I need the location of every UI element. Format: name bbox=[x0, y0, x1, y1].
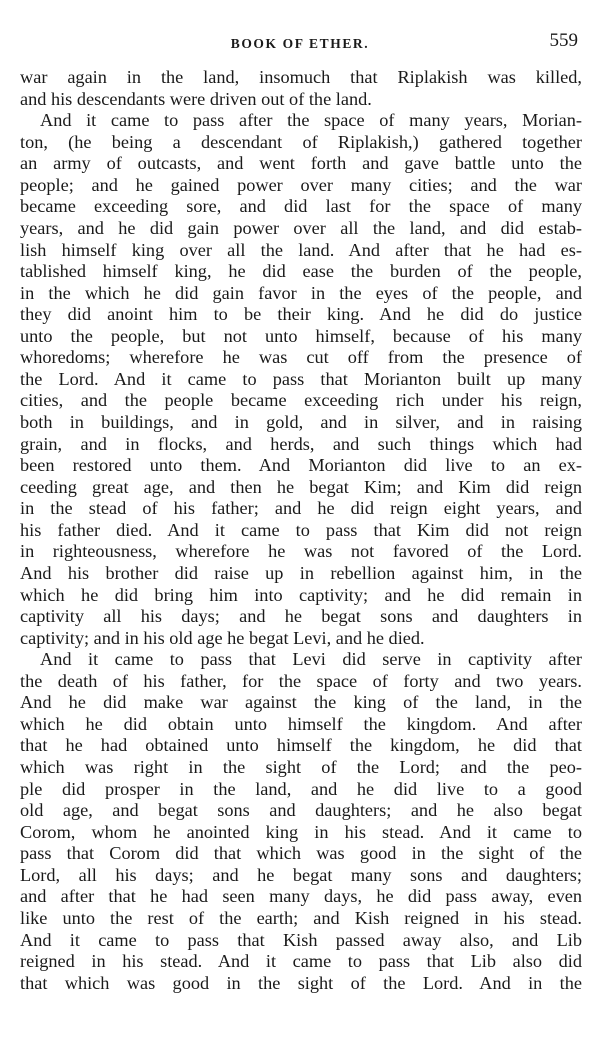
body-text bbox=[20, 67, 582, 994]
text-line: an army of outcasts, and went forth and gave battle unto the bbox=[20, 153, 582, 174]
text-line: captivity all his days; and he begat sons and daughters in bbox=[20, 606, 582, 627]
text-line: tablished himself king, he did ease the burden of the people, bbox=[20, 261, 582, 282]
text-line: ceeding great age, and then he begat Kim; and Kim did reign bbox=[20, 476, 582, 497]
text-line: both in buildings, and in gold, and in silver, and in raising bbox=[20, 412, 582, 432]
text-line: which he did obtain unto himself the kingdom. And after bbox=[20, 713, 582, 734]
text-line: the death of his father, for the space of forty and two years. bbox=[20, 670, 582, 691]
running-title: BOOK OF ETHER. bbox=[230, 36, 370, 51]
text-line: And his brother did raise up in rebellion against him, in the bbox=[20, 562, 582, 583]
text-line: which he did bring him into captivity; and he did remain in bbox=[20, 584, 582, 605]
text-line: old age, and begat sons and daughters; and he also begat bbox=[20, 800, 582, 821]
text-line: lish himself king over all the land. And after that he had es- bbox=[20, 239, 582, 260]
text-line: grain, and in flocks, and herds, and such things which had bbox=[20, 433, 582, 454]
text-line: been restored unto them. And Morianton did live to an ex- bbox=[20, 455, 582, 476]
text-line: the Lord. And it came to pass that Morianton built up many bbox=[20, 368, 582, 389]
text-line: became exceeding sore, and did last for the space of many bbox=[20, 196, 582, 217]
text-line: war again in the land, insomuch that Riplakish was killed, bbox=[20, 67, 582, 87]
text-line: in the stead of his father; and he did reign eight years, and bbox=[20, 498, 582, 519]
text-line: And it came to pass that Kish passed away also, and Lib bbox=[20, 929, 582, 950]
text-line: And he did make war against the king of the land, in the bbox=[20, 692, 582, 713]
text-line: captivity; and in his old age he begat Levi, and he died. bbox=[20, 627, 425, 648]
text-line: and after that he had seen many days, he did pass away, even bbox=[20, 886, 582, 907]
text-line: cities, and the people became exceeding rich under his reign, bbox=[20, 390, 582, 411]
text-line: reigned in his stead. And it came to pass that Lib also did bbox=[20, 951, 582, 972]
running-head bbox=[0, 30, 600, 60]
text-line: years, and he did gain power over all the land, and did estab- bbox=[20, 217, 582, 238]
page-number: 559 bbox=[549, 30, 578, 51]
text-line: people; and he gained power over many cities; and the war bbox=[20, 174, 582, 195]
text-line: they did anoint him to be their king. And he did do justice bbox=[20, 304, 582, 325]
text-line: unto the people, but not unto himself, because of his many bbox=[20, 325, 582, 346]
text-line: his father died. And it came to pass that Kim did not reign bbox=[20, 519, 582, 540]
text-line: ton, (he being a descendant of Riplakish,) gathered together bbox=[20, 131, 582, 152]
text-line: like unto the rest of the earth; and Kish reigned in his stead. bbox=[20, 907, 582, 928]
text-line: that which was good in the sight of the Lord. And in the bbox=[20, 972, 582, 993]
text-line: And it came to pass that Levi did serve in captivity after bbox=[40, 649, 582, 670]
text-line: in righteousness, wherefore he was not favored of the Lord. bbox=[20, 541, 582, 562]
text-line: pass that Corom did that which was good in the sight of the bbox=[20, 843, 582, 864]
text-line: and his descendants were driven out of the land. bbox=[20, 88, 372, 109]
text-line: And it came to pass after the space of many years, Morian- bbox=[40, 110, 582, 131]
text-line: ple did prosper in the land, and he did live to a good bbox=[20, 778, 582, 799]
text-line: that he had obtained unto himself the kingdom, he did that bbox=[20, 735, 582, 756]
text-line: Lord, all his days; and he begat many sons and daughters; bbox=[20, 864, 582, 885]
text-line: whoredoms; wherefore he was cut off from the presence of bbox=[20, 347, 582, 368]
text-line: Corom, whom he anointed king in his stead. And it came to bbox=[20, 821, 582, 842]
text-line: which was right in the sight of the Lord; and the peo- bbox=[20, 757, 582, 777]
text-line: in the which he did gain favor in the eyes of the people, and bbox=[20, 282, 582, 303]
